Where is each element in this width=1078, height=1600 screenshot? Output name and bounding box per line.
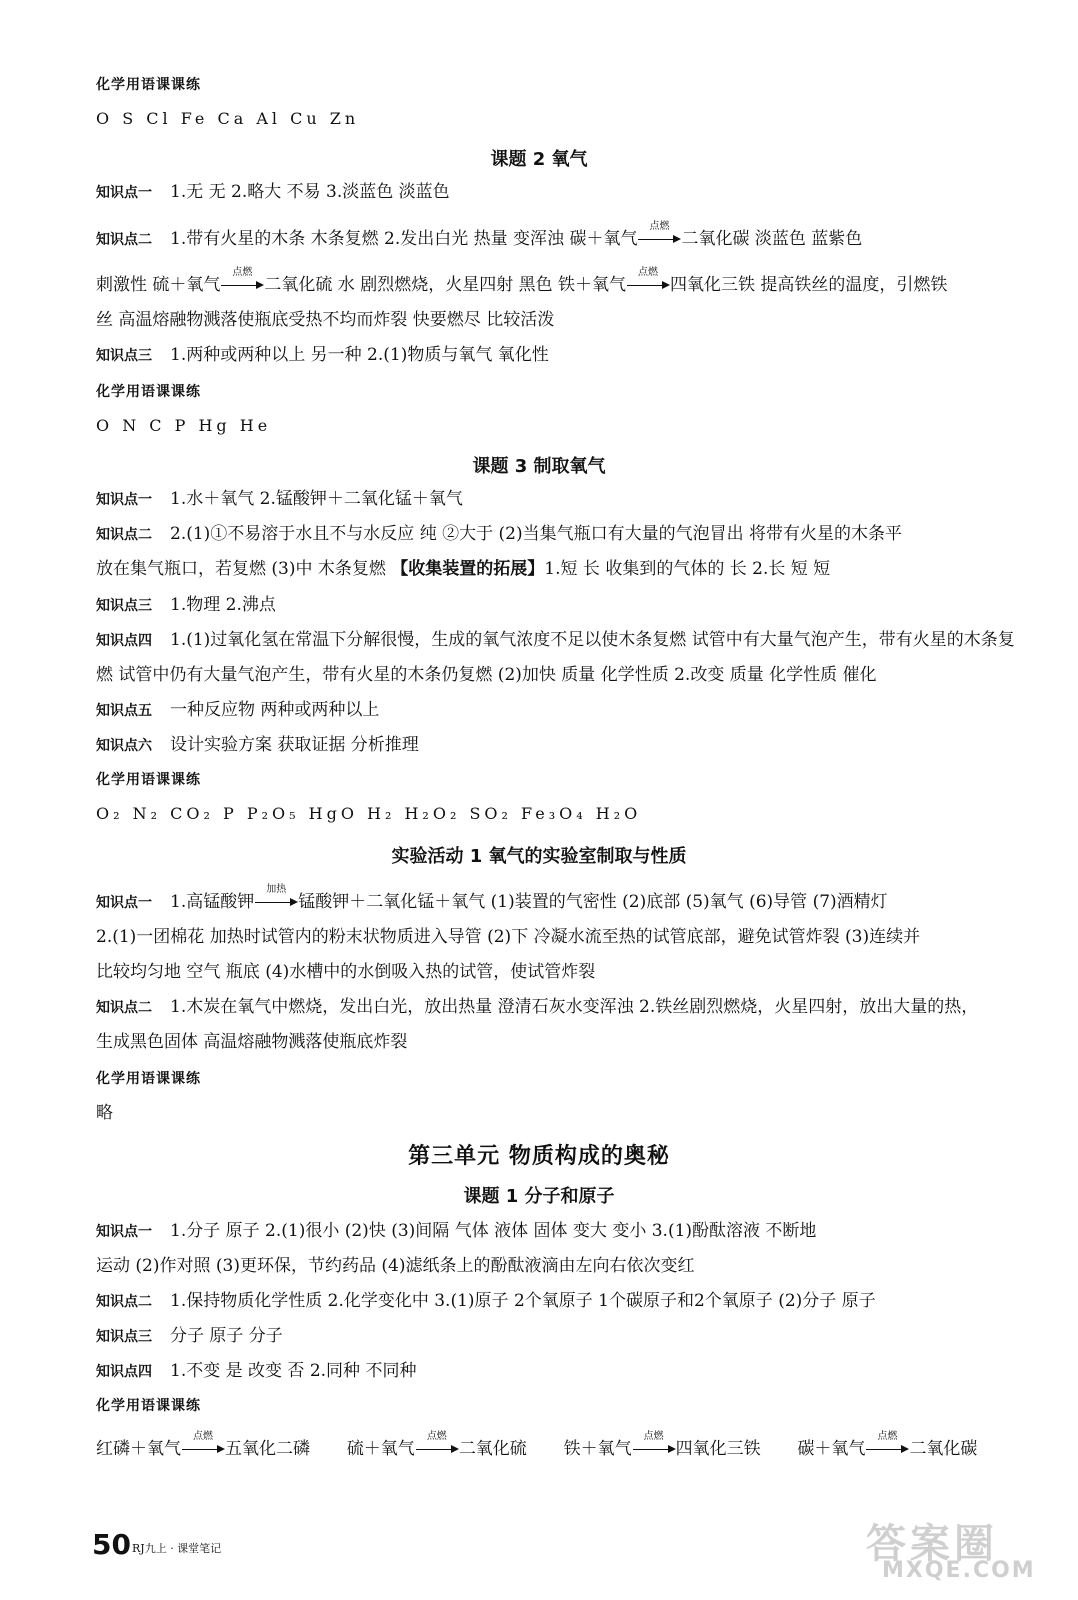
kp-text: 1.无 无 2.略大 不易 3.淡蓝色 淡蓝色 <box>170 182 450 202</box>
knowledge-point <box>96 734 419 757</box>
kp-text: 一种反应物 两种或两种以上 <box>170 700 380 720</box>
practice-heading: 化学用语课课练 <box>96 384 201 400</box>
element-symbols: O N C P Hg He <box>96 416 272 435</box>
kp-text: 放在集气瓶口，若复燃 (3)中 木条复燃 <box>96 559 386 579</box>
practice-heading: 化学用语课课练 <box>96 772 201 788</box>
lesson-title: 课题 2 氧气 <box>490 149 588 170</box>
watermark-text: 答案圈 <box>866 1520 998 1567</box>
reaction-condition: 点燃 <box>643 1430 664 1442</box>
equation-reactants: 红磷＋氧气 <box>96 1439 181 1459</box>
reaction-arrow <box>416 1430 458 1457</box>
knowledge-point <box>96 488 463 511</box>
kp-label: 知识点一 <box>96 185 152 201</box>
kp-text: 刺激性 硫＋氧气 <box>96 275 221 295</box>
reaction-arrow <box>221 266 263 293</box>
knowledge-point <box>96 594 276 617</box>
watermark-url: MXQE.COM <box>882 1558 1036 1583</box>
lesson-title: 课题 1 分子和原子 <box>463 1186 615 1207</box>
kp-label: 知识点三 <box>96 598 152 614</box>
kp-text: 1.水＋氧气 2.锰酸钾＋二氧化锰＋氧气 <box>170 489 463 509</box>
kp-text: 1.分子 原子 2.(1)很小 (2)快 (3)间隔 气体 液体 固体 变大 变小 3.(1)酚酞溶液 不断地 <box>170 1221 817 1241</box>
knowledge-point <box>96 220 863 251</box>
knowledge-point <box>96 1325 283 1348</box>
kp-text: 二氧化硫 水 剧烈燃烧，火星四射 黑色 铁＋氧气 <box>264 275 627 295</box>
kp-text: 1.短 长 收集到的气体的 长 2.长 短 短 <box>544 559 831 579</box>
bracket-heading: 【收集装置的拓展】 <box>391 559 545 579</box>
knowledge-point <box>96 883 888 914</box>
knowledge-point-cont <box>96 558 830 580</box>
kp-text: 1.木炭在氧气中燃烧，发出白光，放出热量 澄清石灰水变浑浊 2.铁丝剧烈燃烧，火星四射，放出大量的热， <box>170 997 979 1017</box>
equation-reactants: 铁＋氧气 <box>563 1439 632 1459</box>
knowledge-point-cont: 燃 试管中仍有大量气泡产生，带有火星的木条仍复燃 (2)加快 质量 化学性质 2.改变 质量 化学性质 催化 <box>96 665 877 685</box>
activity-title: 实验活动 1 氧气的实验室制取与性质 <box>391 846 687 867</box>
kp-label: 知识点一 <box>96 895 152 911</box>
reaction-arrow <box>255 883 297 910</box>
unit-title: 第三单元 物质构成的奥秘 <box>408 1144 670 1169</box>
knowledge-point <box>96 1290 876 1313</box>
kp-label: 知识点三 <box>96 348 152 364</box>
kp-text: 1.不变 是 改变 否 2.同种 不同种 <box>170 1361 417 1381</box>
knowledge-point <box>96 996 978 1019</box>
knowledge-point-cont: 丝 高温熔融物溅落使瓶底受热不均而炸裂 快要燃尽 比较活泼 <box>96 310 555 330</box>
kp-text: 锰酸钾＋二氧化锰＋氧气 (1)装置的气密性 (2)底部 (5)氧气 (6)导管 (7)酒精灯 <box>298 892 888 912</box>
equation-line <box>96 1430 978 1460</box>
reaction-condition: 点燃 <box>649 220 670 232</box>
knowledge-point <box>96 1360 416 1383</box>
reaction-condition: 点燃 <box>877 1430 898 1442</box>
knowledge-point <box>96 699 379 722</box>
equation-product: 五氧化二磷 <box>225 1439 310 1459</box>
kp-label: 知识点二 <box>96 232 152 248</box>
kp-text: 四氧化三铁 提高铁丝的温度，引燃铁 <box>670 275 948 295</box>
reaction-arrow <box>182 1430 224 1457</box>
practice-answer: 略 <box>96 1103 113 1123</box>
kp-label: 知识点二 <box>96 527 152 543</box>
kp-text: 1.两种或两种以上 另一种 2.(1)物质与氧气 氧化性 <box>170 345 549 365</box>
kp-text: 2.(1)①不易溶于水且不与水反应 纯 ②大于 (2)当集气瓶口有大量的气泡冒出 将带有火星的木条平 <box>170 524 902 544</box>
equation-reactants: 硫＋氧气 <box>346 1439 415 1459</box>
reaction-condition: 点燃 <box>638 266 659 278</box>
kp-text: 分子 原子 分子 <box>170 1326 283 1346</box>
reaction-condition: 点燃 <box>426 1430 447 1442</box>
equation-product: 二氧化硫 <box>458 1439 527 1459</box>
kp-text: 1.保持物质化学性质 2.化学变化中 3.(1)原子 2个氧原子 1个碳原子和2个氧原子 (2)分子 原子 <box>170 1291 876 1311</box>
kp-text: 二氧化碳 淡蓝色 蓝紫色 <box>681 229 863 249</box>
formula-list: O₂ N₂ CO₂ P P₂O₅ HgO H₂ H₂O₂ SO₂ Fe₃O₄ H₂O <box>96 804 642 823</box>
knowledge-point-cont: 2.(1)一团棉花 加热时试管内的粉末状物质进入导管 (2)下 冷凝水流至热的试管底部，避免试管炸裂 (3)连续并 <box>96 927 921 947</box>
kp-text: 设计实验方案 获取证据 分析推理 <box>170 735 419 755</box>
kp-text: 1.带有火星的木条 木条复燃 2.发出白光 热量 变浑浊 碳＋氧气 <box>170 229 638 249</box>
lesson-title: 课题 3 制取氧气 <box>472 456 606 477</box>
equation-product: 二氧化碳 <box>909 1439 978 1459</box>
kp-label: 知识点四 <box>96 1364 152 1380</box>
practice-heading: 化学用语课课练 <box>96 1071 201 1087</box>
page-number: 50 <box>92 1528 131 1561</box>
element-symbols: O S Cl Fe Ca Al Cu Zn <box>96 109 360 128</box>
kp-label: 知识点二 <box>96 1294 152 1310</box>
knowledge-point-cont: 比较均匀地 空气 瓶底 (4)水槽中的水倒吸入热的试管，使试管炸裂 <box>96 962 596 982</box>
reaction-arrow <box>638 220 680 247</box>
knowledge-point <box>96 344 549 367</box>
reaction-arrow <box>633 1430 675 1457</box>
kp-label: 知识点五 <box>96 703 152 719</box>
kp-label: 知识点四 <box>96 633 152 649</box>
reaction-condition: 加热 <box>266 883 287 895</box>
knowledge-point <box>96 181 450 204</box>
reaction-condition: 点燃 <box>232 266 253 278</box>
knowledge-point <box>96 629 1015 652</box>
knowledge-point-cont: 生成黑色固体 高温熔融物溅落使瓶底炸裂 <box>96 1032 408 1052</box>
kp-text: 1.高锰酸钾 <box>170 892 255 912</box>
footer-note: RJ九上 · 课堂笔记 <box>132 1542 222 1555</box>
practice-heading: 化学用语课课练 <box>96 1398 201 1414</box>
kp-label: 知识点六 <box>96 738 152 754</box>
watermark-logo <box>860 1512 1050 1592</box>
reaction-arrow <box>866 1430 908 1457</box>
kp-label: 知识点三 <box>96 1329 152 1345</box>
kp-text: 1.(1)过氧化氢在常温下分解很慢，生成的氧气浓度不足以使木条复燃 试管中有大量气泡产生，带有火星的木条复 <box>170 630 1015 650</box>
equation-reactants: 碳＋氧气 <box>797 1439 866 1459</box>
reaction-condition: 点燃 <box>193 1430 213 1442</box>
kp-label: 知识点一 <box>96 1224 152 1240</box>
knowledge-point-cont: 运动 (2)作对照 (3)更环保，节约药品 (4)滤纸条上的酚酞液滴由左向右依次变红 <box>96 1256 695 1276</box>
knowledge-point-cont <box>96 266 948 296</box>
equation-product: 四氧化三铁 <box>675 1439 761 1459</box>
knowledge-point <box>96 1220 816 1243</box>
practice-heading: 化学用语课课练 <box>96 77 201 93</box>
reaction-arrow <box>627 266 669 293</box>
kp-label: 知识点一 <box>96 492 152 508</box>
knowledge-point <box>96 523 902 546</box>
kp-text: 1.物理 2.沸点 <box>170 595 276 615</box>
kp-label: 知识点二 <box>96 1000 152 1016</box>
